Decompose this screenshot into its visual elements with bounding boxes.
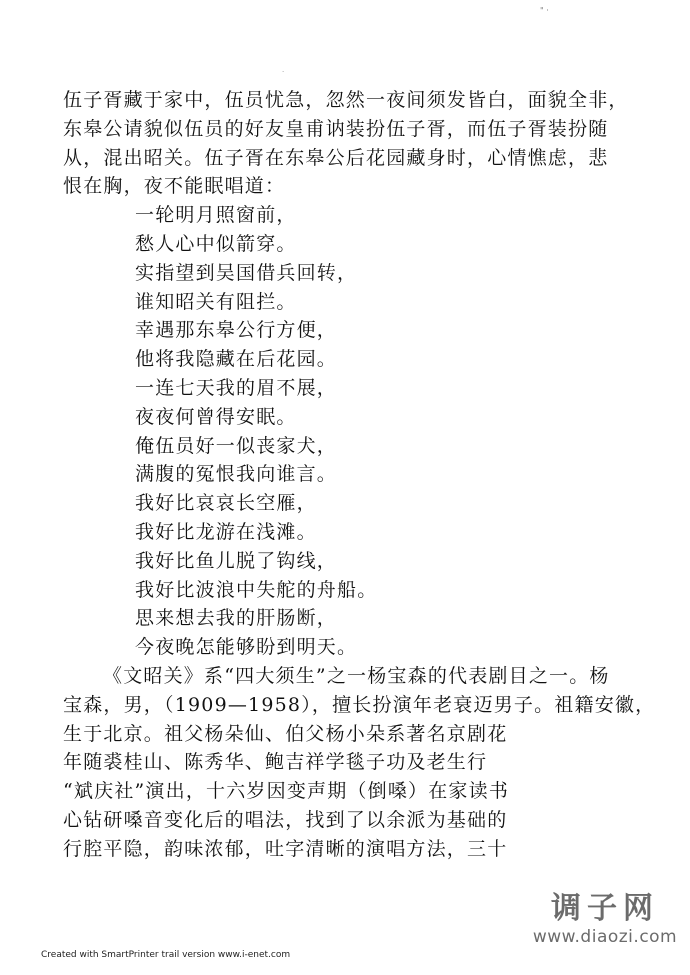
verse-line: 他将我隐藏在后花园。 — [135, 348, 338, 371]
paragraph-biography — [63, 662, 663, 864]
text-line: 恨在胸，夜不能眠唱道： — [63, 175, 286, 198]
verse-line: 一轮明月照窗前， — [135, 204, 297, 227]
text-line: 从，混出昭关。伍子胥在东皋公后花园藏身时，心情憔虑，悲 — [63, 146, 609, 169]
verse-line: 思来想去我的肝肠断， — [135, 607, 338, 630]
text-line: “斌庆社”演出，十六岁因变声期（倒嗓）在家读书 — [63, 780, 510, 803]
text-line: 宝森，男，（1909—1958），擅长扮演年老衰迈男子。祖籍安徽， — [63, 693, 656, 716]
text-line: 《文昭关》系“四大须生”之一杨宝森的代表剧目之一。杨 — [103, 664, 610, 687]
watermark-title: 调子网 — [551, 891, 659, 926]
scan-speck: · — [282, 68, 285, 76]
site-watermark — [520, 892, 690, 948]
text-line: 行腔平隐，韵味浓郁，吐字清晰的演唱方法，三十 — [63, 837, 508, 860]
verse-line: 幸遇那东皋公行方便， — [135, 319, 338, 342]
verse-line: 我好比鱼儿脱了钩线， — [135, 549, 338, 572]
verse-line: 夜夜何曾得安眠。 — [135, 405, 297, 428]
text-line: 年随裘桂山、陈秀华、鲍吉祥学毯子功及老生行 — [63, 751, 488, 774]
text-line: 心钻研嗓音变化后的唱法，找到了以余派为基础的 — [63, 808, 508, 831]
printer-footer-note: Created with SmartPrinter trail version www.i-enet.com — [41, 950, 291, 960]
verse-line: 俺伍员好一似丧家犬， — [135, 434, 338, 457]
verse-line: 一连七天我的眉不展， — [135, 376, 338, 399]
verse-line: 愁人心中似箭穿。 — [135, 232, 297, 255]
verse-line: 我好比哀哀长空雁， — [135, 492, 317, 515]
paragraph-narrative — [63, 86, 663, 201]
text-line: 伍子胥藏于家中，伍员忧急，忽然一夜间须发皆白，面貌全非， — [63, 89, 629, 111]
document-body — [63, 86, 663, 864]
verse-line: 实指望到吴国借兵回转， — [135, 261, 358, 284]
lyrics-verse — [63, 201, 663, 662]
verse-line: 今夜晚怎能够盼到明天。 — [135, 636, 358, 659]
verse-line: 谁知昭关有阻拦。 — [135, 290, 297, 313]
verse-line: 我好比波浪中失舵的舟船。 — [135, 578, 378, 601]
verse-line: 我好比龙游在浅滩。 — [135, 520, 317, 543]
verse-line: 满腹的冤恨我向谁言。 — [135, 463, 338, 486]
page-corner-mark: " · — [540, 6, 549, 15]
text-line: 生于北京。祖父杨朵仙、伯父杨小朵系著名京剧花 — [63, 722, 508, 745]
watermark-url: www.diaozi.com — [532, 927, 678, 947]
text-line: 东皋公请貌似伍员的好友皇甫讷装扮伍子胥，而伍子胥装扮随 — [63, 117, 609, 140]
